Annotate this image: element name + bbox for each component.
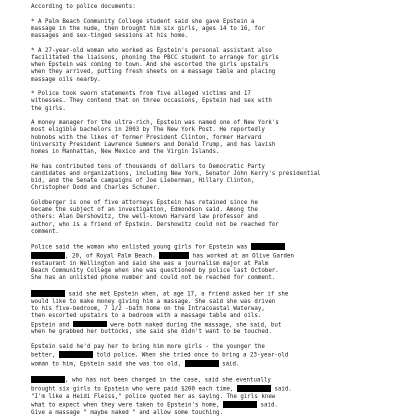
paragraph-line [31, 401, 388, 410]
paragraph-line: restaurant in Wellington and said she was a journalism major at Palm [31, 260, 269, 267]
line-text: said. [274, 386, 292, 393]
bullet-3-line: * Police took sworn statements from five alleged victims and 17 [31, 91, 251, 97]
redacted-paragraph-4 [31, 376, 388, 417]
line-text: said she met Epstein when, at age 17, a friend asked her if she [68, 291, 289, 298]
line-text: told police. When she tried once to bring a 23-year-old [96, 352, 289, 359]
paragraph-line: bid, and the Senate campaigns of Joe Lieberman, Hillary Clinton, [31, 178, 255, 184]
redaction-bar [73, 321, 107, 328]
bullet-2 [31, 48, 388, 84]
paragraph-line [31, 321, 388, 330]
bullet-2-line: massage oils nearby. [31, 76, 101, 83]
bullet-2-line: facilitated the liaisons, phoning the PBCC student to arrange for girls [31, 54, 279, 61]
paragraph-line: to his five-bedroom, 7 1/2 -bath home on the Intracoastal Waterway, [31, 306, 265, 313]
paragraph-line: Goldberger is one of five attorneys Epstein has retained since he [31, 199, 258, 206]
line-text: Epstein and [31, 322, 70, 329]
redaction-bar [31, 290, 65, 297]
bullet-3 [31, 91, 388, 113]
paragraph-line: A money manager for the ultra-rich, Epstein was named one of New York's [31, 120, 279, 126]
paragraph-3 [31, 200, 388, 236]
line-text: what to expect when they were taken to Epstein's home, [31, 402, 220, 409]
paragraph-line: Give a massage " maybe naked " and allow some touching. [31, 409, 223, 416]
line-text: , 20, of Royal Palm Beach. [65, 253, 156, 260]
redaction-bar [159, 252, 189, 259]
line-text: woman to him, Epstein said she was too old, [31, 361, 182, 368]
paragraph-line: would like to make money giving him a massage. She said she was driven [31, 298, 276, 305]
paragraph-line [31, 360, 388, 369]
paragraph-line [31, 243, 388, 252]
paragraph-line: most eligible bachelors in 2003 by The New York Post. He reportedly [31, 127, 265, 134]
line-text: , who has not been charged in the case, said she eventually [65, 377, 271, 384]
redaction-bar [251, 243, 285, 250]
paragraph-line [31, 351, 388, 360]
paragraph-line: comment. [31, 228, 59, 235]
redaction-bar [185, 360, 219, 367]
line-text: said. [222, 361, 240, 368]
paragraph-line: Christopher Dodd and Charles Schumer. [31, 185, 161, 192]
redacted-paragraph-2 [31, 290, 388, 337]
bullet-2-line: * A 27-year-old woman who worked as Epstein's personal assistant also [31, 47, 272, 54]
paragraph-line [31, 376, 388, 385]
redaction-bar [31, 376, 65, 383]
paragraph-line: She has an unlisted phone number and could not be reached for comment. [31, 275, 276, 282]
heading-text: According to police documents: [31, 4, 136, 10]
line-text: better, [31, 352, 56, 359]
paragraph-line: "I'm like a Heidi Fleiss," police quoted her as saying. The girls knew [31, 393, 276, 400]
bullet-2-line: when they arrived, putting fresh sheets on a massage table and placing [31, 69, 276, 76]
paragraph-line [31, 385, 388, 394]
line-text: brought six girls to Epstein who were paid $200 each time, [31, 386, 234, 393]
bullet-1-line: * A Palm Beach Community College student said she gave Epstein a [31, 18, 255, 25]
line-text: were both naked during the massage, she said, but [110, 322, 282, 329]
paragraph-line: He has contributed tens of thousands of dollars to Democratic Party [31, 163, 265, 170]
paragraph-line: then escorted upstairs to a bedroom with a massage table and oils. [31, 313, 262, 320]
paragraph-line [31, 290, 388, 299]
bullet-3-line: witnesses. They contend that on three occasions, Epstein had sex with [31, 98, 272, 105]
bullet-1 [31, 19, 388, 41]
paragraph-line: when he grabbed her buttocks, she said she didn't want to be touched. [31, 329, 272, 336]
paragraph-1 [31, 120, 388, 156]
heading [31, 4, 388, 11]
bullet-3-line: the girls. [31, 105, 66, 112]
paragraph-line: author, who is a friend of Epstein. Dershowitz could not be reached for [31, 221, 279, 228]
redacted-paragraph-1 [31, 243, 388, 282]
paragraph-2 [31, 164, 388, 193]
line-text: Police said the woman who enlisted young girls for Epstein was [31, 244, 248, 251]
redaction-bar [223, 401, 257, 408]
line-text: has worked at an Olive Garden [192, 253, 294, 260]
paragraph-line: Beach Community College when she was questioned by police last October. [31, 268, 279, 275]
bullet-1-line: massage in the nude, then brought him six girls, ages 14 to 16, for [31, 25, 265, 32]
redacted-paragraph-3 [31, 344, 388, 369]
redaction-bar [237, 385, 271, 392]
paragraph-line: candidates and organizations, including New York, Senator John Kerry's presidential [31, 170, 321, 177]
paragraph-line: Epstein said he'd pay her to bring him more girls - the younger the [31, 343, 265, 350]
paragraph-line [31, 252, 388, 261]
paragraph-line: homes in Manhattan, New Mexico and the Virgin Islands. [31, 149, 220, 155]
paragraph-line: became the subject of an investigation, Edmondson said. Among the [31, 207, 258, 213]
paragraph-line: hobnobs with the likes of former President Clinton, former Harvard [31, 134, 262, 141]
redaction-bar [59, 351, 93, 358]
line-text: said. [260, 402, 278, 409]
bullet-2-line: when Epstein was coming to town. And she escorted the girls upstairs [31, 62, 269, 68]
paragraph-line: University President Lawrence Summers and Donald Trump, and has lavish [31, 141, 276, 148]
bullet-1-line: massages and sex-tinged sessions at his home. [31, 33, 189, 39]
redaction-bar [31, 252, 65, 259]
paragraph-line: others: Alan Dershowitz, the well-known Harvard law professor and [31, 214, 258, 221]
